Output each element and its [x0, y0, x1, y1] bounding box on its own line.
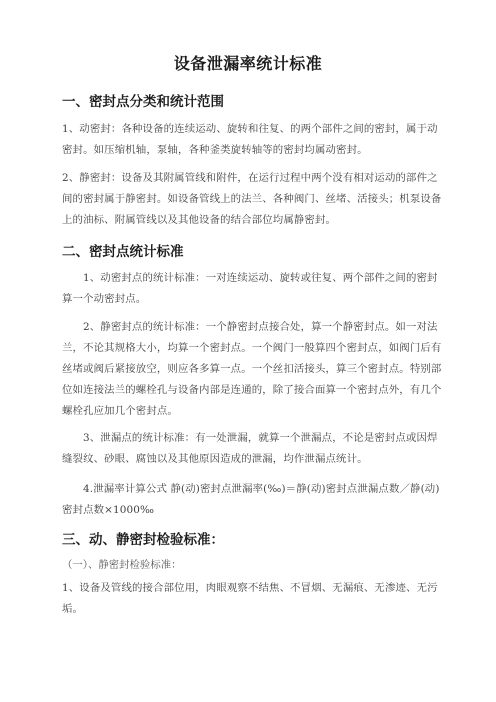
section-3-heading: 三、动、静密封检验标准： [62, 532, 224, 548]
section-2-formula: 4.泄漏率计算公式 静(动)密封点泄漏率(‰)＝静(动)密封点泄漏点数／静(动)密封点数×1000‰ [62, 483, 440, 516]
section-3-subheading: （一）、静密封检验标准： [62, 559, 182, 571]
section-1-paragraph-1: 1、动密封：各种设备的连续运动、旋转和往复、的两个部件之间的密封，属于动密封。如压缩机轴，泵轴，各种釜类旋转轴等的密封均属动密封。 [62, 123, 438, 156]
section-2-heading: 二、密封点统计标准 [62, 244, 184, 260]
section-3-paragraph-1: 1、设备及管线的接合部位用，肉眼观察不结焦、不冒烟、无漏痕、无渗迹、无污垢。 [62, 582, 438, 615]
document-title: 设备泄漏率统计标准 [173, 54, 323, 73]
section-1-paragraph-2: 2、静密封：设备及其附属管线和附件，在运行过程中两个没有相对运动的部件之间的密封属于静密封。如设备管线上的法兰、各种阀门、丝堵、活接头；机泵设备上的油标、附属管线以及其他设备的结合部位均属静密封。 [62, 172, 442, 226]
section-2-paragraph-3: 3、泄漏点的统计标准：有一处泄漏，就算一个泄漏点，不论是密封点或因焊缝裂纹、砂眼、腐蚀以及其他原因造成的泄漏，均作泄漏点统计。 [62, 432, 438, 465]
section-2-paragraph-1: 1、动密封点的统计标准：一对连续运动、旋转或往复、两个部件之间的密封算一个动密封点。 [62, 272, 438, 305]
section-2-paragraph-2: 2、静密封点的统计标准：一个静密封点接合处，算一个静密封点。如一对法兰，不论其规格大小，均算一个密封点。一个阀门一般算四个密封点，如阀门后有丝堵或阀后紧接放空，则应各多算一点。一个丝扣活接头，算三个密封点。特别部位如连接法兰的螺栓孔与设备内部是连通的，除了接合面算一个密封点外，有几个螺栓孔应加几个密封点。 [62, 321, 442, 417]
section-1-heading: 一、密封点分类和统计范围 [62, 94, 224, 110]
